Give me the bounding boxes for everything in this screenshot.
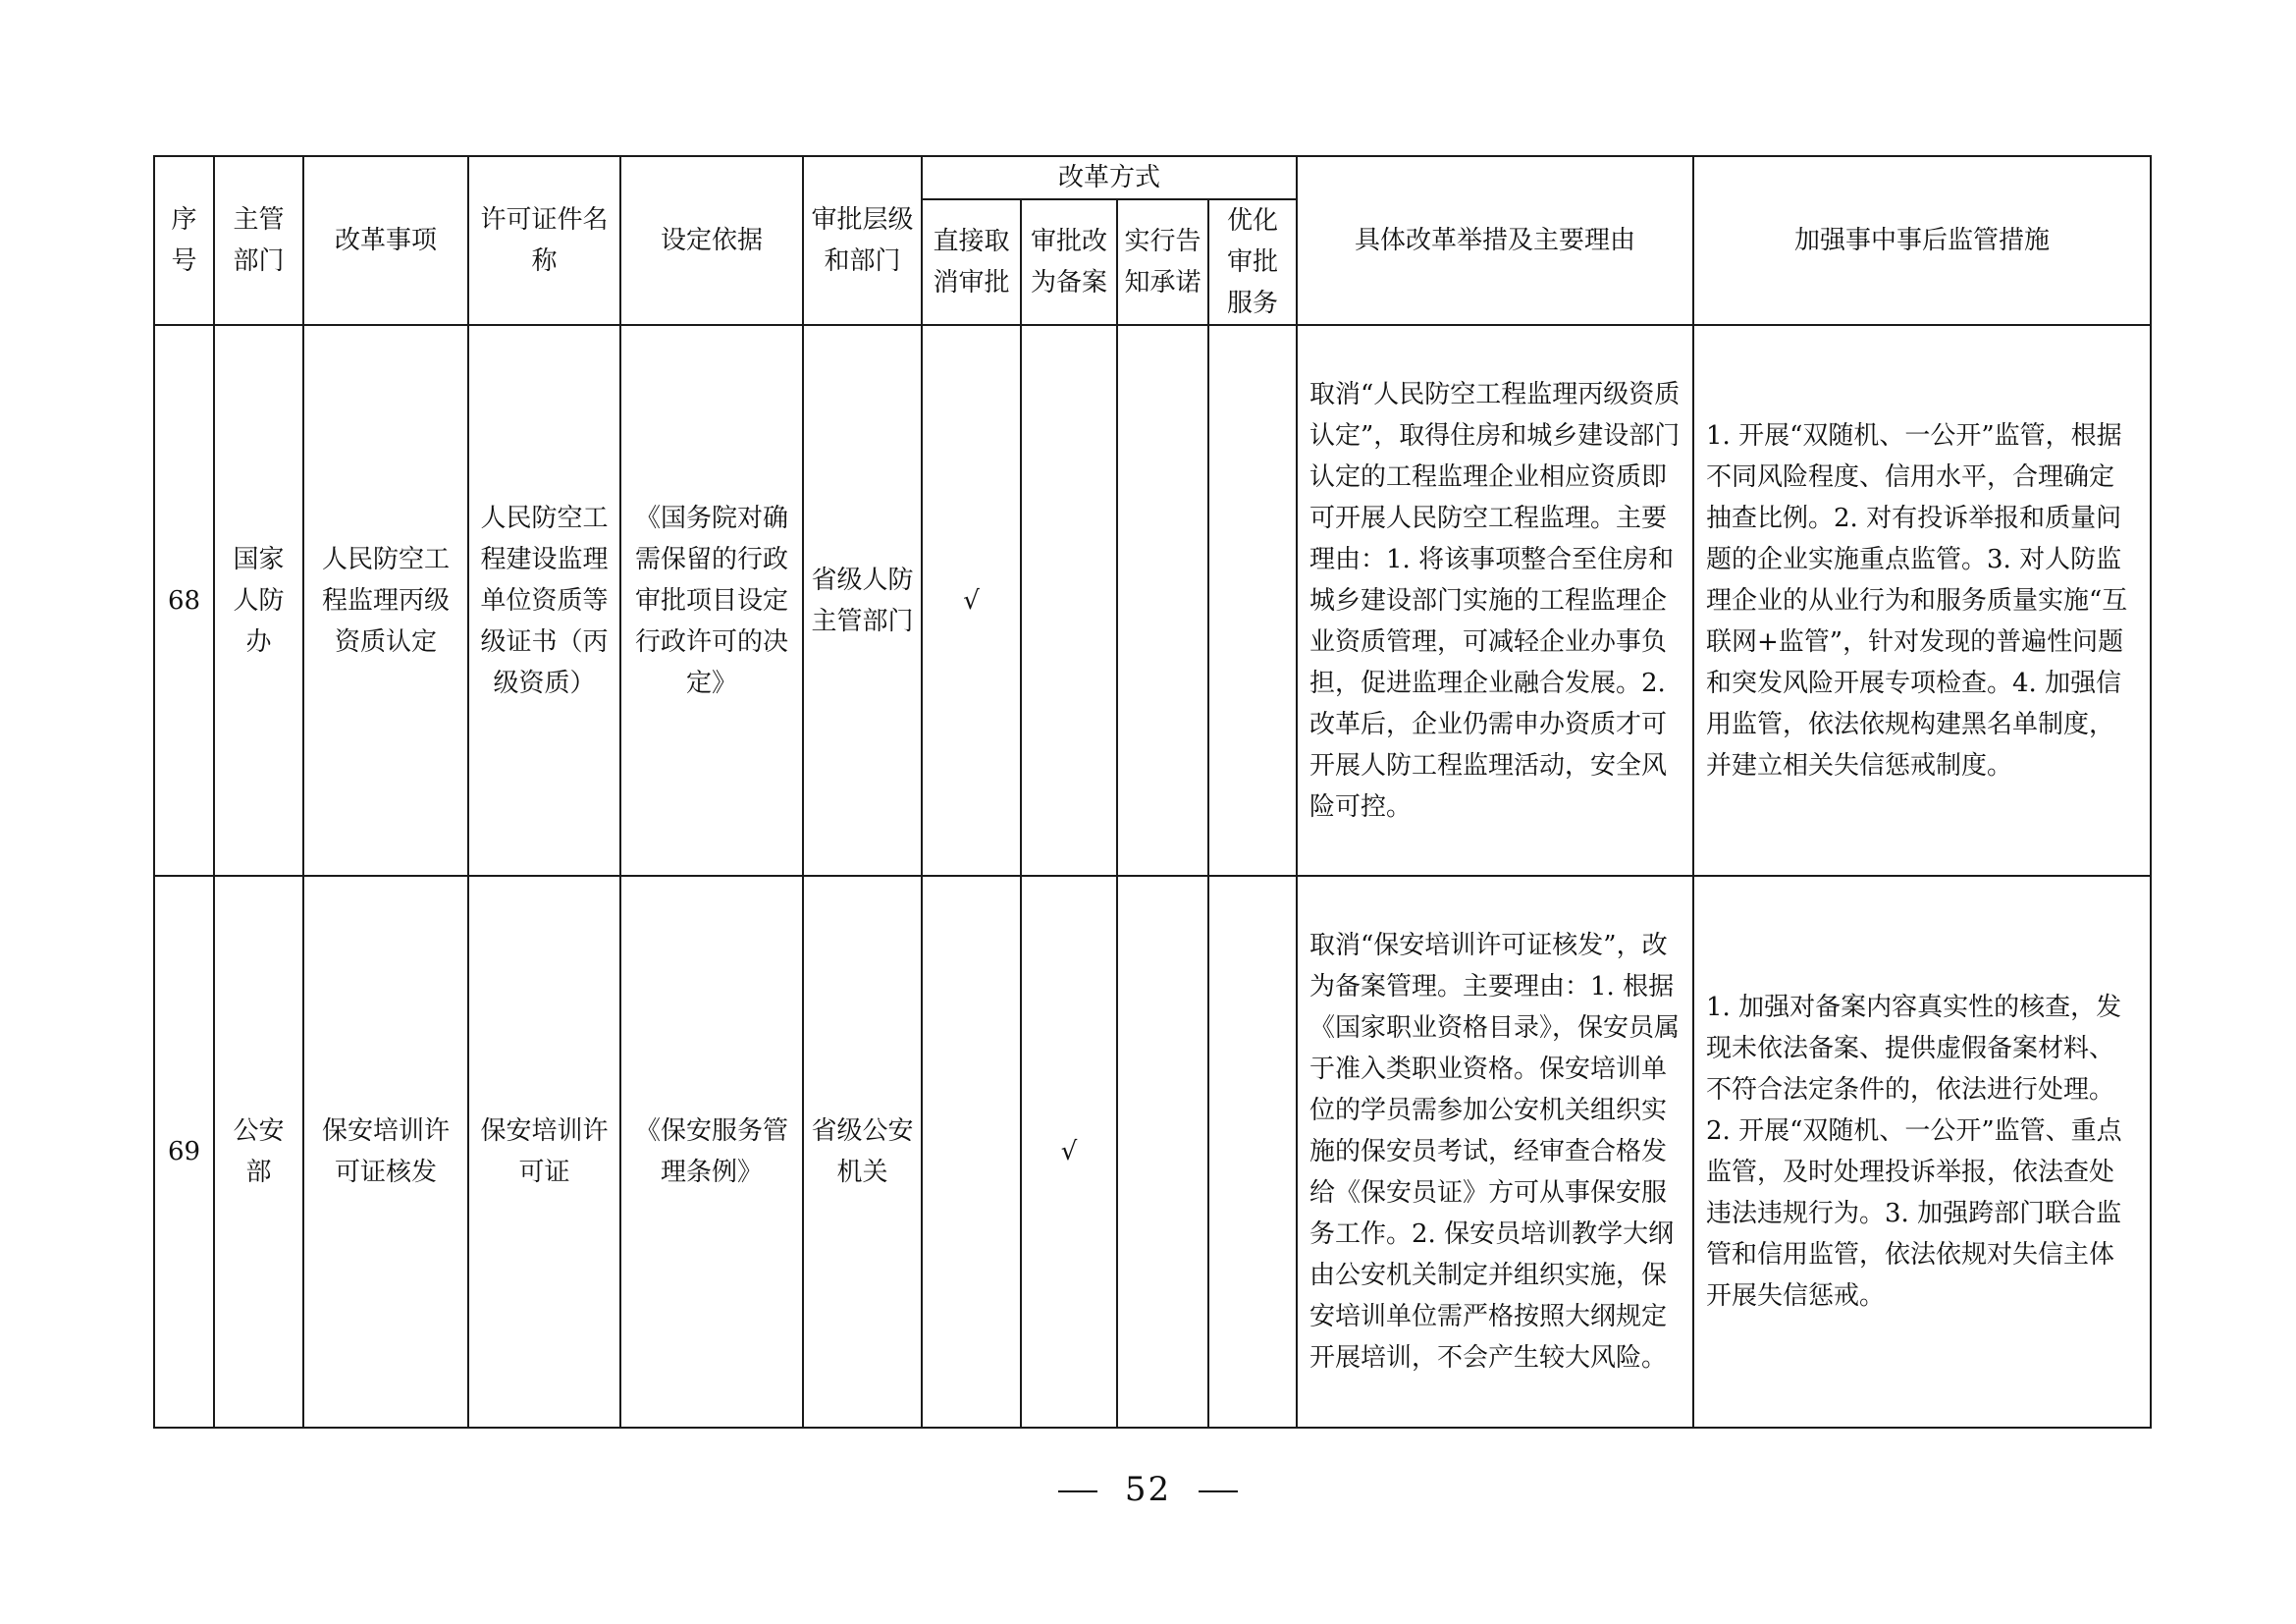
cell-method-cancel: [922, 876, 1021, 1428]
table-row: [154, 325, 2151, 876]
cell-item: 保安培训许可证核发: [303, 876, 468, 1428]
table-row: [154, 876, 2151, 1428]
table-header-row-1: [154, 156, 2151, 199]
cell-method-filing: [1021, 325, 1117, 876]
reform-table: [153, 155, 2152, 1429]
header-seq: 序号: [154, 156, 214, 325]
header-basis: 设定依据: [620, 156, 803, 325]
header-method-notify: 实行告知承诺: [1117, 199, 1208, 325]
page-number-text: 52: [1124, 1470, 1172, 1509]
cell-basis: 《国务院对确需保留的行政审批项目设定行政许可的决定》: [620, 325, 803, 876]
cell-method-cancel: [922, 325, 1021, 876]
cell-level: 省级公安机关: [803, 876, 922, 1428]
cell-measures: 取消“保安培训许可证核发”，改为备案管理。主要理由：1. 根据《国家职业资格目录》，保安员属于准入类职业资格。保安培训单位的学员需参加公安机关组织实施的保安员考试，经审查合格发给《保安员证》方可从事保安服务工作。2. 保安员培训教学大纲由公安机关制定并组织实施，保安培训单位需严格按照大纲规定开展培训，不会产生较大风险。: [1297, 876, 1693, 1428]
cell-dept: 国家人防办: [214, 325, 303, 876]
cell-license: 人民防空工程建设监理单位资质等级证书（丙级资质）: [468, 325, 620, 876]
checkmark: √: [963, 585, 980, 616]
cell-seq: 68: [154, 325, 214, 876]
header-level: 审批层级和部门: [803, 156, 922, 325]
cell-method-optimize: [1208, 876, 1297, 1428]
cell-measures: 取消“人民防空工程监理丙级资质认定”，取得住房和城乡建设部门认定的工程监理企业相应资质即可开展人民防空工程监理。主要理由：1. 将该事项整合至住房和城乡建设部门实施的工程监理企业资质管理，可减轻企业办事负担，促进监理企业融合发展。2. 改革后，企业仍需申办资质才可开展人防工程监理活动，安全风险可控。: [1297, 325, 1693, 876]
cell-dept: 公安部: [214, 876, 303, 1428]
cell-supervision: 1. 开展“双随机、一公开”监管，根据不同风险程度、信用水平，合理确定抽查比例。2. 对有投诉举报和质量问题的企业实施重点监管。3. 对人防监理企业的从业行为和服务质量实施“互联网+监管”，针对发现的普遍性问题和突发风险开展专项检查。4. 加强信用监管，依法依规构建黑名单制度，并建立相关失信惩戒制度。: [1693, 325, 2151, 876]
header-license: 许可证件名称: [468, 156, 620, 325]
cell-supervision: 1. 加强对备案内容真实性的核查，发现未依法备案、提供虚假备案材料、不符合法定条件的，依法进行处理。2. 开展“双随机、一公开”监管、重点监管，及时处理投诉举报，依法查处违法违规行为。3. 加强跨部门联合监管和信用监管，依法依规对失信主体开展失信惩戒。: [1693, 876, 2151, 1428]
cell-method-notify: [1117, 325, 1208, 876]
header-item: 改革事项: [303, 156, 468, 325]
header-method-filing: 审批改为备案: [1021, 199, 1117, 325]
page-number: [0, 1470, 2296, 1509]
header-measures: 具体改革举措及主要理由: [1297, 156, 1693, 325]
header-supervision: 加强事中事后监管措施: [1693, 156, 2151, 325]
cell-seq: 69: [154, 876, 214, 1428]
header-method-optimize: 优化审批服务: [1208, 199, 1297, 325]
dash-left: [1058, 1490, 1097, 1492]
cell-license: 保安培训许可证: [468, 876, 620, 1428]
dash-right: [1199, 1490, 1238, 1492]
cell-method-optimize: [1208, 325, 1297, 876]
cell-method-filing: [1021, 876, 1117, 1428]
checkmark: √: [1060, 1137, 1078, 1166]
cell-basis: 《保安服务管理条例》: [620, 876, 803, 1428]
header-method-group: 改革方式: [922, 156, 1297, 199]
cell-method-notify: [1117, 876, 1208, 1428]
cell-level: 省级人防主管部门: [803, 325, 922, 876]
header-method-cancel: 直接取消审批: [922, 199, 1021, 325]
cell-item: 人民防空工程监理丙级资质认定: [303, 325, 468, 876]
header-dept: 主管部门: [214, 156, 303, 325]
